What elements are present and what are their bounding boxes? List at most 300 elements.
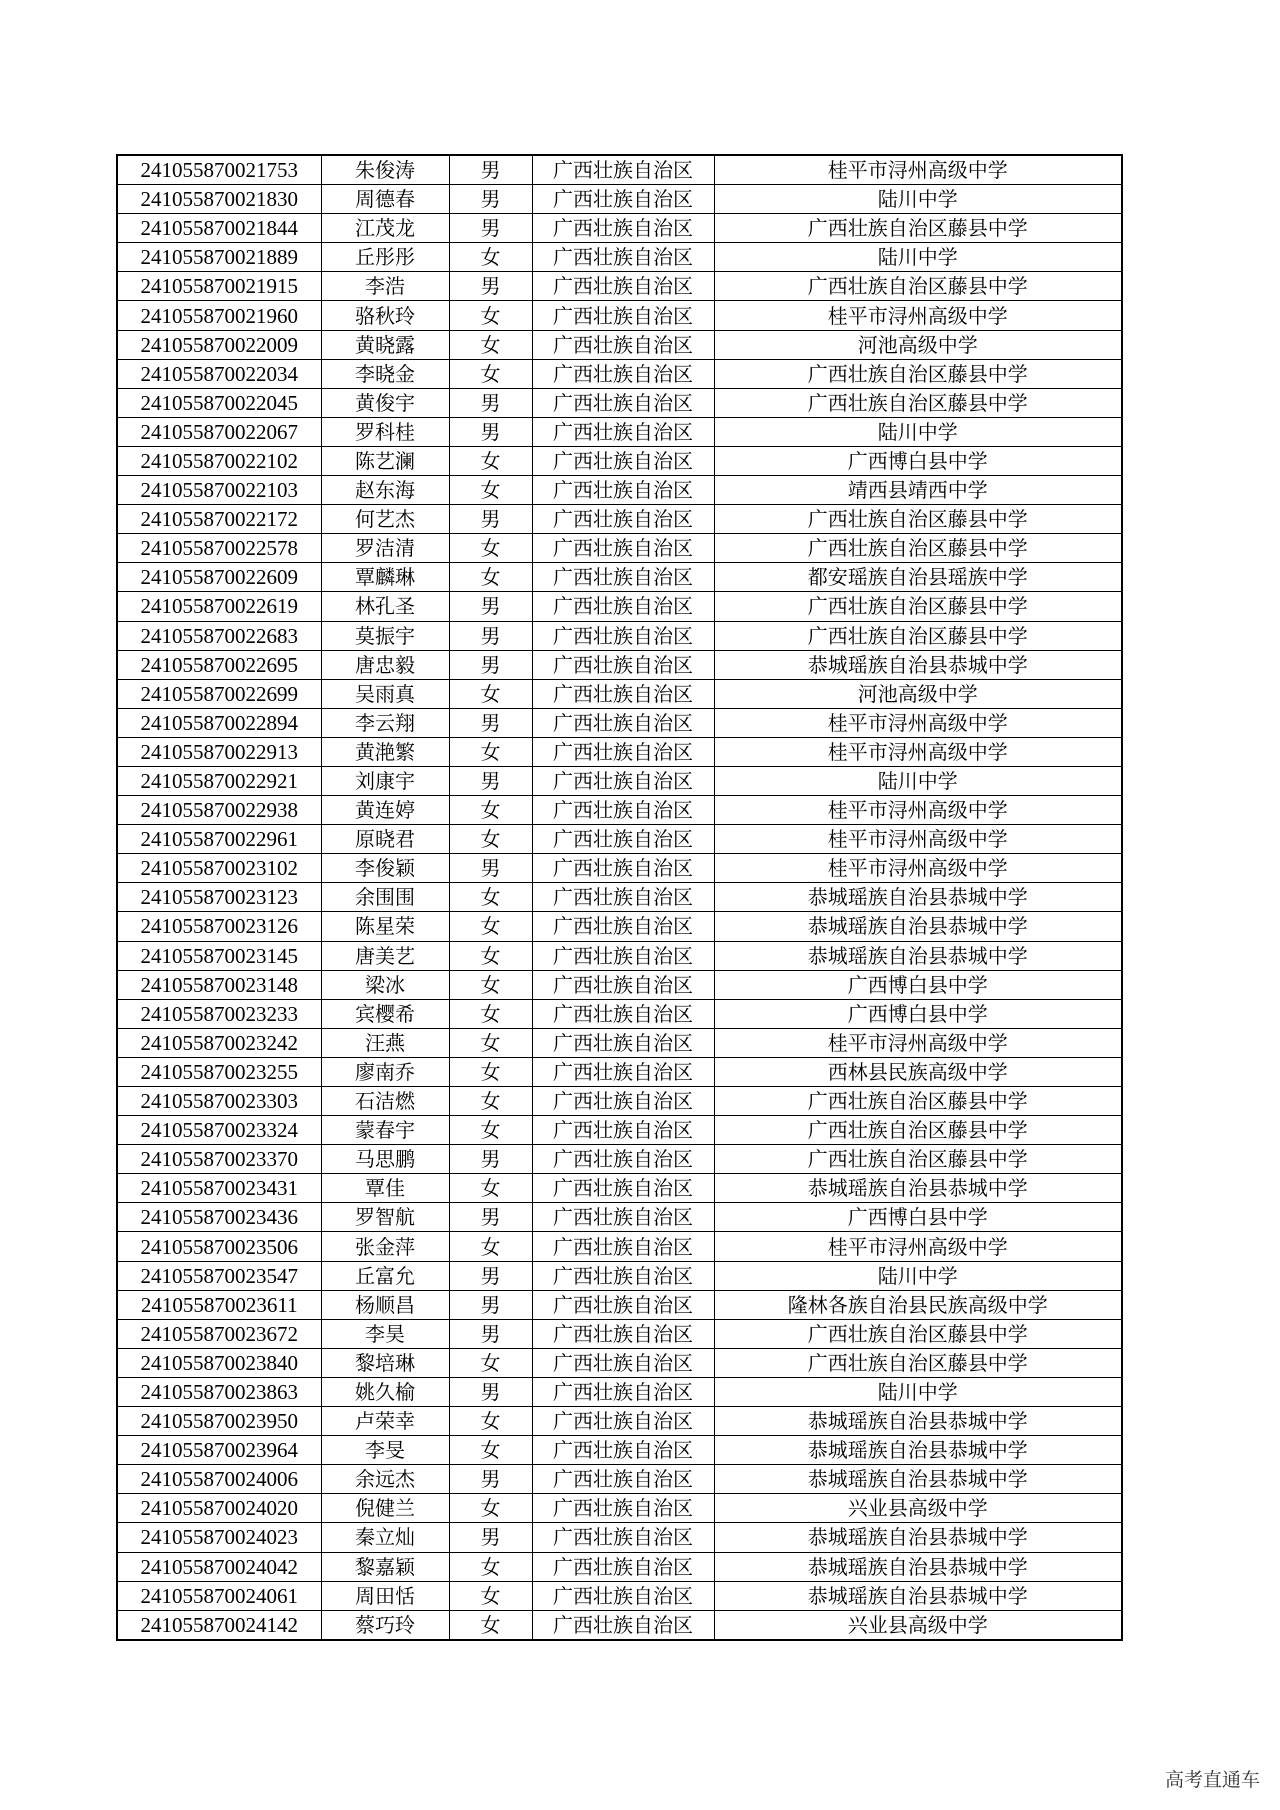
cell-school: 广西壮族自治区藤县中学: [714, 534, 1122, 563]
cell-school: 兴业县高级中学: [714, 1610, 1122, 1640]
cell-province: 广西壮族自治区: [532, 796, 714, 825]
cell-gender: 女: [449, 999, 532, 1028]
cell-exam-id: 241055870023148: [117, 970, 321, 999]
cell-gender: 女: [449, 1436, 532, 1465]
table-row: [117, 446, 1122, 475]
cell-school: 河池高级中学: [714, 330, 1122, 359]
cell-exam-id: 241055870022067: [117, 417, 321, 446]
cell-school: 河池高级中学: [714, 679, 1122, 708]
cell-name: 李旻: [321, 1436, 449, 1465]
cell-school: 西林县民族高级中学: [714, 1057, 1122, 1086]
cell-exam-id: 241055870024006: [117, 1465, 321, 1494]
cell-school: 广西博白县中学: [714, 970, 1122, 999]
cell-exam-id: 241055870023370: [117, 1145, 321, 1174]
cell-exam-id: 241055870023102: [117, 854, 321, 883]
cell-gender: 女: [449, 476, 532, 505]
cell-gender: 女: [449, 1494, 532, 1523]
cell-gender: 男: [449, 854, 532, 883]
table-row: [117, 650, 1122, 679]
cell-name: 黄晓露: [321, 330, 449, 359]
cell-gender: 女: [449, 446, 532, 475]
cell-exam-id: 241055870022102: [117, 446, 321, 475]
cell-province: 广西壮族自治区: [532, 1348, 714, 1377]
cell-gender: 男: [449, 185, 532, 214]
cell-exam-id: 241055870023611: [117, 1290, 321, 1319]
cell-name: 陈星荣: [321, 912, 449, 941]
table-row: [117, 1203, 1122, 1232]
table-row: [117, 766, 1122, 795]
cell-province: 广西壮族自治区: [532, 359, 714, 388]
cell-school: 兴业县高级中学: [714, 1494, 1122, 1523]
cell-exam-id: 241055870023126: [117, 912, 321, 941]
table-row: [117, 1319, 1122, 1348]
table-row: [117, 1407, 1122, 1436]
cell-exam-id: 241055870022578: [117, 534, 321, 563]
cell-exam-id: 241055870021915: [117, 272, 321, 301]
cell-name: 李云翔: [321, 708, 449, 737]
cell-gender: 女: [449, 1087, 532, 1116]
cell-province: 广西壮族自治区: [532, 621, 714, 650]
table-row: [117, 1028, 1122, 1057]
table-row: [117, 1116, 1122, 1145]
cell-gender: 男: [449, 272, 532, 301]
cell-province: 广西壮族自治区: [532, 970, 714, 999]
cell-gender: 女: [449, 243, 532, 272]
cell-school: 广西壮族自治区藤县中学: [714, 388, 1122, 417]
cell-gender: 男: [449, 621, 532, 650]
cell-school: 广西壮族自治区藤县中学: [714, 214, 1122, 243]
cell-province: 广西壮族自治区: [532, 476, 714, 505]
cell-exam-id: 241055870023145: [117, 941, 321, 970]
cell-school: 恭城瑶族自治县恭城中学: [714, 1465, 1122, 1494]
roster-table: [116, 154, 1123, 1641]
cell-school: 桂平市浔州高级中学: [714, 155, 1122, 185]
cell-province: 广西壮族自治区: [532, 766, 714, 795]
cell-province: 广西壮族自治区: [532, 388, 714, 417]
table-row: [117, 185, 1122, 214]
cell-exam-id: 241055870023123: [117, 883, 321, 912]
cell-gender: 男: [449, 650, 532, 679]
cell-school: 广西壮族自治区藤县中学: [714, 1087, 1122, 1116]
cell-gender: 女: [449, 534, 532, 563]
cell-province: 广西壮族自治区: [532, 1523, 714, 1552]
cell-exam-id: 241055870022034: [117, 359, 321, 388]
cell-name: 李浩: [321, 272, 449, 301]
cell-school: 广西壮族自治区藤县中学: [714, 1348, 1122, 1377]
cell-name: 倪健兰: [321, 1494, 449, 1523]
cell-school: 恭城瑶族自治县恭城中学: [714, 1581, 1122, 1610]
cell-name: 黄俊宇: [321, 388, 449, 417]
table-row: [117, 679, 1122, 708]
cell-name: 黄连婷: [321, 796, 449, 825]
cell-province: 广西壮族自治区: [532, 272, 714, 301]
table-row: [117, 1174, 1122, 1203]
cell-school: 隆林各族自治县民族高级中学: [714, 1290, 1122, 1319]
cell-province: 广西壮族自治区: [532, 1145, 714, 1174]
table-row: [117, 1261, 1122, 1290]
cell-school: 桂平市浔州高级中学: [714, 1028, 1122, 1057]
cell-exam-id: 241055870022009: [117, 330, 321, 359]
cell-name: 余远杰: [321, 1465, 449, 1494]
cell-exam-id: 241055870023242: [117, 1028, 321, 1057]
table-row: [117, 1290, 1122, 1319]
table-row: [117, 1348, 1122, 1377]
cell-name: 莫振宇: [321, 621, 449, 650]
table-row: [117, 1523, 1122, 1552]
table-row: [117, 476, 1122, 505]
cell-school: 恭城瑶族自治县恭城中学: [714, 1407, 1122, 1436]
cell-gender: 男: [449, 417, 532, 446]
cell-exam-id: 241055870023672: [117, 1319, 321, 1348]
cell-name: 唐美艺: [321, 941, 449, 970]
cell-province: 广西壮族自治区: [532, 883, 714, 912]
cell-name: 罗智航: [321, 1203, 449, 1232]
cell-exam-id: 241055870022695: [117, 650, 321, 679]
cell-gender: 女: [449, 563, 532, 592]
cell-school: 陆川中学: [714, 417, 1122, 446]
cell-name: 秦立灿: [321, 1523, 449, 1552]
cell-name: 赵东海: [321, 476, 449, 505]
cell-school: 靖西县靖西中学: [714, 476, 1122, 505]
footer-watermark: 高考直通车: [1164, 1769, 1260, 1791]
cell-gender: 男: [449, 214, 532, 243]
cell-province: 广西壮族自治区: [532, 650, 714, 679]
cell-name: 梁冰: [321, 970, 449, 999]
cell-exam-id: 241055870024023: [117, 1523, 321, 1552]
table-row: [117, 854, 1122, 883]
cell-name: 陈艺澜: [321, 446, 449, 475]
cell-school: 广西壮族自治区藤县中学: [714, 592, 1122, 621]
table-row: [117, 272, 1122, 301]
cell-exam-id: 241055870024142: [117, 1610, 321, 1640]
cell-school: 桂平市浔州高级中学: [714, 854, 1122, 883]
cell-school: 广西博白县中学: [714, 446, 1122, 475]
table-row: [117, 359, 1122, 388]
table-row: [117, 1465, 1122, 1494]
cell-name: 吴雨真: [321, 679, 449, 708]
cell-exam-id: 241055870022619: [117, 592, 321, 621]
cell-province: 广西壮族自治区: [532, 243, 714, 272]
table-row: [117, 534, 1122, 563]
table-row: [117, 1581, 1122, 1610]
cell-name: 姚久榆: [321, 1377, 449, 1406]
cell-exam-id: 241055870022103: [117, 476, 321, 505]
table-row: [117, 825, 1122, 854]
cell-name: 朱俊涛: [321, 155, 449, 185]
table-row: [117, 1087, 1122, 1116]
cell-gender: 女: [449, 359, 532, 388]
cell-province: 广西壮族自治区: [532, 1203, 714, 1232]
cell-gender: 女: [449, 825, 532, 854]
cell-province: 广西壮族自治区: [532, 1290, 714, 1319]
table-row: [117, 621, 1122, 650]
table-row: [117, 330, 1122, 359]
cell-name: 骆秋玲: [321, 301, 449, 330]
cell-province: 广西壮族自治区: [532, 301, 714, 330]
table-row: [117, 941, 1122, 970]
cell-province: 广西壮族自治区: [532, 1581, 714, 1610]
cell-school: 桂平市浔州高级中学: [714, 796, 1122, 825]
cell-exam-id: 241055870022921: [117, 766, 321, 795]
cell-exam-id: 241055870022045: [117, 388, 321, 417]
cell-province: 广西壮族自治区: [532, 737, 714, 766]
cell-exam-id: 241055870023547: [117, 1261, 321, 1290]
cell-gender: 女: [449, 1174, 532, 1203]
cell-name: 黎嘉颖: [321, 1552, 449, 1581]
cell-province: 广西壮族自治区: [532, 1087, 714, 1116]
cell-exam-id: 241055870023324: [117, 1116, 321, 1145]
cell-exam-id: 241055870023863: [117, 1377, 321, 1406]
cell-gender: 男: [449, 708, 532, 737]
cell-school: 桂平市浔州高级中学: [714, 737, 1122, 766]
cell-exam-id: 241055870023840: [117, 1348, 321, 1377]
cell-school: 广西壮族自治区藤县中学: [714, 1145, 1122, 1174]
cell-school: 广西博白县中学: [714, 999, 1122, 1028]
table-row: [117, 1232, 1122, 1261]
cell-gender: 男: [449, 1319, 532, 1348]
cell-gender: 女: [449, 970, 532, 999]
cell-school: 恭城瑶族自治县恭城中学: [714, 1174, 1122, 1203]
cell-gender: 女: [449, 301, 532, 330]
cell-exam-id: 241055870023964: [117, 1436, 321, 1465]
cell-name: 原晓君: [321, 825, 449, 854]
cell-gender: 女: [449, 1552, 532, 1581]
cell-gender: 女: [449, 1232, 532, 1261]
cell-gender: 女: [449, 1116, 532, 1145]
cell-name: 蔡巧玲: [321, 1610, 449, 1640]
table-row: [117, 243, 1122, 272]
cell-gender: 女: [449, 1057, 532, 1086]
cell-province: 广西壮族自治区: [532, 941, 714, 970]
table-row: [117, 592, 1122, 621]
table-row: [117, 214, 1122, 243]
cell-name: 余围围: [321, 883, 449, 912]
cell-gender: 女: [449, 679, 532, 708]
cell-province: 广西壮族自治区: [532, 1261, 714, 1290]
cell-school: 恭城瑶族自治县恭城中学: [714, 883, 1122, 912]
cell-exam-id: 241055870022961: [117, 825, 321, 854]
cell-name: 丘彤彤: [321, 243, 449, 272]
cell-gender: 男: [449, 1203, 532, 1232]
cell-exam-id: 241055870022172: [117, 505, 321, 534]
cell-name: 罗洁清: [321, 534, 449, 563]
cell-name: 马思鹏: [321, 1145, 449, 1174]
cell-exam-id: 241055870022938: [117, 796, 321, 825]
cell-name: 覃麟琳: [321, 563, 449, 592]
cell-province: 广西壮族自治区: [532, 1377, 714, 1406]
cell-gender: 男: [449, 1145, 532, 1174]
cell-exam-id: 241055870024061: [117, 1581, 321, 1610]
table-row: [117, 912, 1122, 941]
cell-name: 石洁燃: [321, 1087, 449, 1116]
table-row: [117, 883, 1122, 912]
cell-gender: 男: [449, 155, 532, 185]
cell-province: 广西壮族自治区: [532, 999, 714, 1028]
cell-exam-id: 241055870021753: [117, 155, 321, 185]
cell-province: 广西壮族自治区: [532, 912, 714, 941]
cell-gender: 女: [449, 883, 532, 912]
cell-gender: 女: [449, 1610, 532, 1640]
cell-exam-id: 241055870022894: [117, 708, 321, 737]
table-row: [117, 1552, 1122, 1581]
cell-province: 广西壮族自治区: [532, 155, 714, 185]
cell-gender: 女: [449, 912, 532, 941]
cell-gender: 男: [449, 1465, 532, 1494]
cell-gender: 女: [449, 330, 532, 359]
cell-school: 恭城瑶族自治县恭城中学: [714, 1436, 1122, 1465]
cell-school: 广西壮族自治区藤县中学: [714, 1116, 1122, 1145]
cell-exam-id: 241055870023506: [117, 1232, 321, 1261]
cell-exam-id: 241055870023436: [117, 1203, 321, 1232]
cell-school: 广西壮族自治区藤县中学: [714, 505, 1122, 534]
table-row: [117, 417, 1122, 446]
cell-province: 广西壮族自治区: [532, 534, 714, 563]
cell-province: 广西壮族自治区: [532, 1232, 714, 1261]
cell-province: 广西壮族自治区: [532, 1319, 714, 1348]
cell-gender: 女: [449, 1348, 532, 1377]
cell-gender: 男: [449, 1290, 532, 1319]
cell-name: 杨顺昌: [321, 1290, 449, 1319]
cell-province: 广西壮族自治区: [532, 1552, 714, 1581]
cell-province: 广西壮族自治区: [532, 563, 714, 592]
cell-school: 都安瑶族自治县瑶族中学: [714, 563, 1122, 592]
cell-exam-id: 241055870021830: [117, 185, 321, 214]
cell-school: 陆川中学: [714, 1377, 1122, 1406]
cell-school: 陆川中学: [714, 243, 1122, 272]
cell-gender: 男: [449, 592, 532, 621]
cell-province: 广西壮族自治区: [532, 854, 714, 883]
cell-name: 周德春: [321, 185, 449, 214]
cell-school: 广西博白县中学: [714, 1203, 1122, 1232]
cell-school: 恭城瑶族自治县恭城中学: [714, 912, 1122, 941]
cell-gender: 男: [449, 388, 532, 417]
cell-province: 广西壮族自治区: [532, 1116, 714, 1145]
cell-province: 广西壮族自治区: [532, 1057, 714, 1086]
cell-exam-id: 241055870023431: [117, 1174, 321, 1203]
table-row: [117, 1436, 1122, 1465]
cell-exam-id: 241055870022913: [117, 737, 321, 766]
cell-name: 覃佳: [321, 1174, 449, 1203]
cell-school: 陆川中学: [714, 766, 1122, 795]
cell-name: 唐忠毅: [321, 650, 449, 679]
table-row: [117, 563, 1122, 592]
table-row: [117, 737, 1122, 766]
cell-name: 刘康宇: [321, 766, 449, 795]
table-row: [117, 388, 1122, 417]
cell-name: 卢荣幸: [321, 1407, 449, 1436]
cell-name: 蒙春宇: [321, 1116, 449, 1145]
cell-name: 李俊颖: [321, 854, 449, 883]
cell-school: 广西壮族自治区藤县中学: [714, 272, 1122, 301]
cell-gender: 男: [449, 766, 532, 795]
cell-gender: 女: [449, 1407, 532, 1436]
cell-exam-id: 241055870023255: [117, 1057, 321, 1086]
cell-gender: 男: [449, 505, 532, 534]
cell-name: 罗科桂: [321, 417, 449, 446]
cell-school: 桂平市浔州高级中学: [714, 708, 1122, 737]
cell-school: 桂平市浔州高级中学: [714, 301, 1122, 330]
cell-province: 广西壮族自治区: [532, 1465, 714, 1494]
cell-gender: 男: [449, 1523, 532, 1552]
cell-exam-id: 241055870022699: [117, 679, 321, 708]
cell-name: 何艺杰: [321, 505, 449, 534]
cell-name: 廖南乔: [321, 1057, 449, 1086]
cell-exam-id: 241055870023233: [117, 999, 321, 1028]
cell-school: 恭城瑶族自治县恭城中学: [714, 1523, 1122, 1552]
cell-province: 广西壮族自治区: [532, 708, 714, 737]
cell-name: 林孔圣: [321, 592, 449, 621]
cell-province: 广西壮族自治区: [532, 505, 714, 534]
cell-exam-id: 241055870023950: [117, 1407, 321, 1436]
cell-name: 李昊: [321, 1319, 449, 1348]
cell-name: 宾樱希: [321, 999, 449, 1028]
table-row: [117, 155, 1122, 185]
cell-province: 广西壮族自治区: [532, 1494, 714, 1523]
roster-body: [117, 155, 1122, 1640]
cell-exam-id: 241055870024020: [117, 1494, 321, 1523]
cell-exam-id: 241055870023303: [117, 1087, 321, 1116]
table-row: [117, 1494, 1122, 1523]
cell-name: 李晓金: [321, 359, 449, 388]
table-row: [117, 505, 1122, 534]
cell-province: 广西壮族自治区: [532, 1407, 714, 1436]
cell-gender: 女: [449, 1028, 532, 1057]
cell-name: 黎培琳: [321, 1348, 449, 1377]
cell-school: 恭城瑶族自治县恭城中学: [714, 650, 1122, 679]
cell-exam-id: 241055870021889: [117, 243, 321, 272]
cell-exam-id: 241055870021960: [117, 301, 321, 330]
cell-name: 张金萍: [321, 1232, 449, 1261]
cell-exam-id: 241055870022609: [117, 563, 321, 592]
cell-school: 桂平市浔州高级中学: [714, 1232, 1122, 1261]
cell-name: 江茂龙: [321, 214, 449, 243]
table-row: [117, 1057, 1122, 1086]
table-row: [117, 1610, 1122, 1640]
cell-province: 广西壮族自治区: [532, 825, 714, 854]
cell-exam-id: 241055870022683: [117, 621, 321, 650]
cell-province: 广西壮族自治区: [532, 1436, 714, 1465]
cell-school: 广西壮族自治区藤县中学: [714, 1319, 1122, 1348]
table-row: [117, 1377, 1122, 1406]
cell-province: 广西壮族自治区: [532, 446, 714, 475]
cell-name: 周田恬: [321, 1581, 449, 1610]
cell-province: 广西壮族自治区: [532, 417, 714, 446]
cell-exam-id: 241055870021844: [117, 214, 321, 243]
cell-province: 广西壮族自治区: [532, 679, 714, 708]
cell-province: 广西壮族自治区: [532, 1028, 714, 1057]
table-row: [117, 1145, 1122, 1174]
cell-gender: 男: [449, 1377, 532, 1406]
cell-province: 广西壮族自治区: [532, 185, 714, 214]
cell-school: 恭城瑶族自治县恭城中学: [714, 941, 1122, 970]
cell-gender: 女: [449, 796, 532, 825]
cell-name: 黄滟繁: [321, 737, 449, 766]
cell-province: 广西壮族自治区: [532, 330, 714, 359]
cell-name: 丘富允: [321, 1261, 449, 1290]
table-row: [117, 796, 1122, 825]
cell-gender: 女: [449, 941, 532, 970]
cell-province: 广西壮族自治区: [532, 1174, 714, 1203]
table-row: [117, 999, 1122, 1028]
cell-gender: 女: [449, 737, 532, 766]
cell-school: 广西壮族自治区藤县中学: [714, 621, 1122, 650]
table-row: [117, 301, 1122, 330]
cell-school: 陆川中学: [714, 1261, 1122, 1290]
cell-name: 汪燕: [321, 1028, 449, 1057]
cell-exam-id: 241055870024042: [117, 1552, 321, 1581]
cell-school: 恭城瑶族自治县恭城中学: [714, 1552, 1122, 1581]
cell-province: 广西壮族自治区: [532, 592, 714, 621]
